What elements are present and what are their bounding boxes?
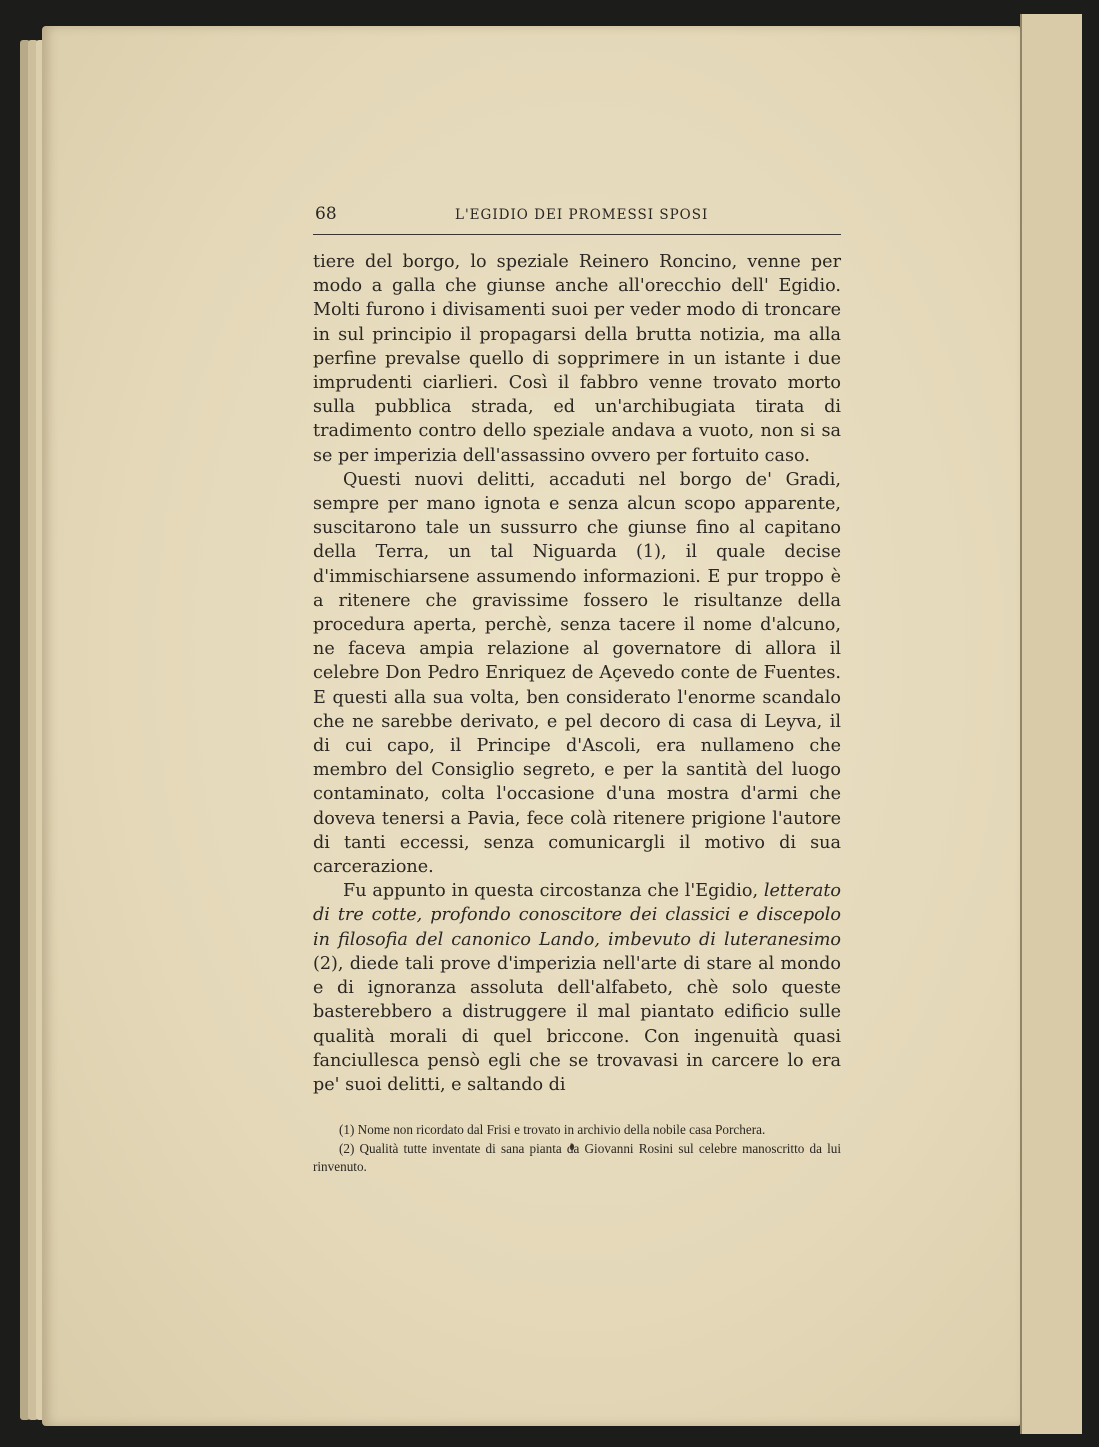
paragraph-2: Questi nuovi delitti, accaduti nel borgo de' Gradi, sempre per mano ignota e senza alcun scopo apparente, suscitarono tale un sussurro che giunse fino al capitano della Terra, un tal Niguarda (1), il quale decise d'immischiarsene assumendo informazioni. E pur troppo è a ritenere che gravissime fossero le risultanze della procedura aperta, perchè, senza tacere il nome d'alcuno, ne faceva ampia relazione al governatore di allora il celebre Don Pedro Enriquez de Açevedo conte de Fuentes. E questi alla sua volta, ben considerato l'enorme scandalo che ne sarebbe derivato, e pel decoro di casa di Leyva, il di cui capo, il Principe d'Ascoli, era nullameno che membro del Consiglio segreto, e per la santità del luogo contaminato, colta l'occasione d'una mostra d'armi che doveva tenersi a Pavia, fece colà ritenere prigione l'autore di tanti eccessi, senza comunicargli il motivo di sua carcerazione. [313,469,841,878]
paragraph-3-end: (2), diede tali prove d'imperizia nell'arte di stare al mondo e di ignoranza assoluta dell'alfabeto, chè solo queste basterebbero a distruggere il mal piantato edificio sulle qualità morali di quel briccone. Con ingenuità quasi fanciullesca pensò egli che se trovavasi in carcere lo era pe' suoi delitti, e saltando di [313,953,841,1095]
text-block [313,196,841,1177]
paragraph-3-italic: letterato di tre cotte, profondo conoscitore dei classici e discepolo in filosofia del canonico Lando, imbevuto di luteranesimo [313,881,841,950]
body-text [313,250,841,1097]
paragraph-1: tiere del borgo, lo speziale Reinero Roncino, venne per modo a galla che giunse anche all'orecchio dell' Egidio. Molti furono i divisamenti suoi per veder modo di troncare in sul principio il propagarsi della brutta notizia, ma alla perfine prevalse quello di sopprimere in un istante i due imprudenti ciarlieri. Così il fabbro venne trovato morto sulla pubblica strada, ed un'archibugiata tirata di tradimento contro dello speziale andava a vuoto, non si sa se per imperizia dell'assassino ovvero per fortuito caso. [313,252,841,466]
footnote-1: (1) Nome non ricordato dal Frisi e trovato in archivio della nobile casa Porchera. [339,1122,766,1138]
paragraph-3 [313,879,841,1097]
footnote-2: (2) Qualità tutte inventate di sana pianta da Giovanni Rosini sul celebre manoscritto da lui rinvenuto. [313,1140,841,1175]
running-title: L'EGIDIO DEI PROMESSI SPOSI [455,207,709,223]
paragraph-3-start: Fu appunto in questa circostanza che l'Egidio, [343,881,764,902]
next-page-edge [1020,14,1082,1434]
footnotes [313,1121,841,1177]
page-number: 68 [315,204,337,224]
page-header [313,196,841,235]
